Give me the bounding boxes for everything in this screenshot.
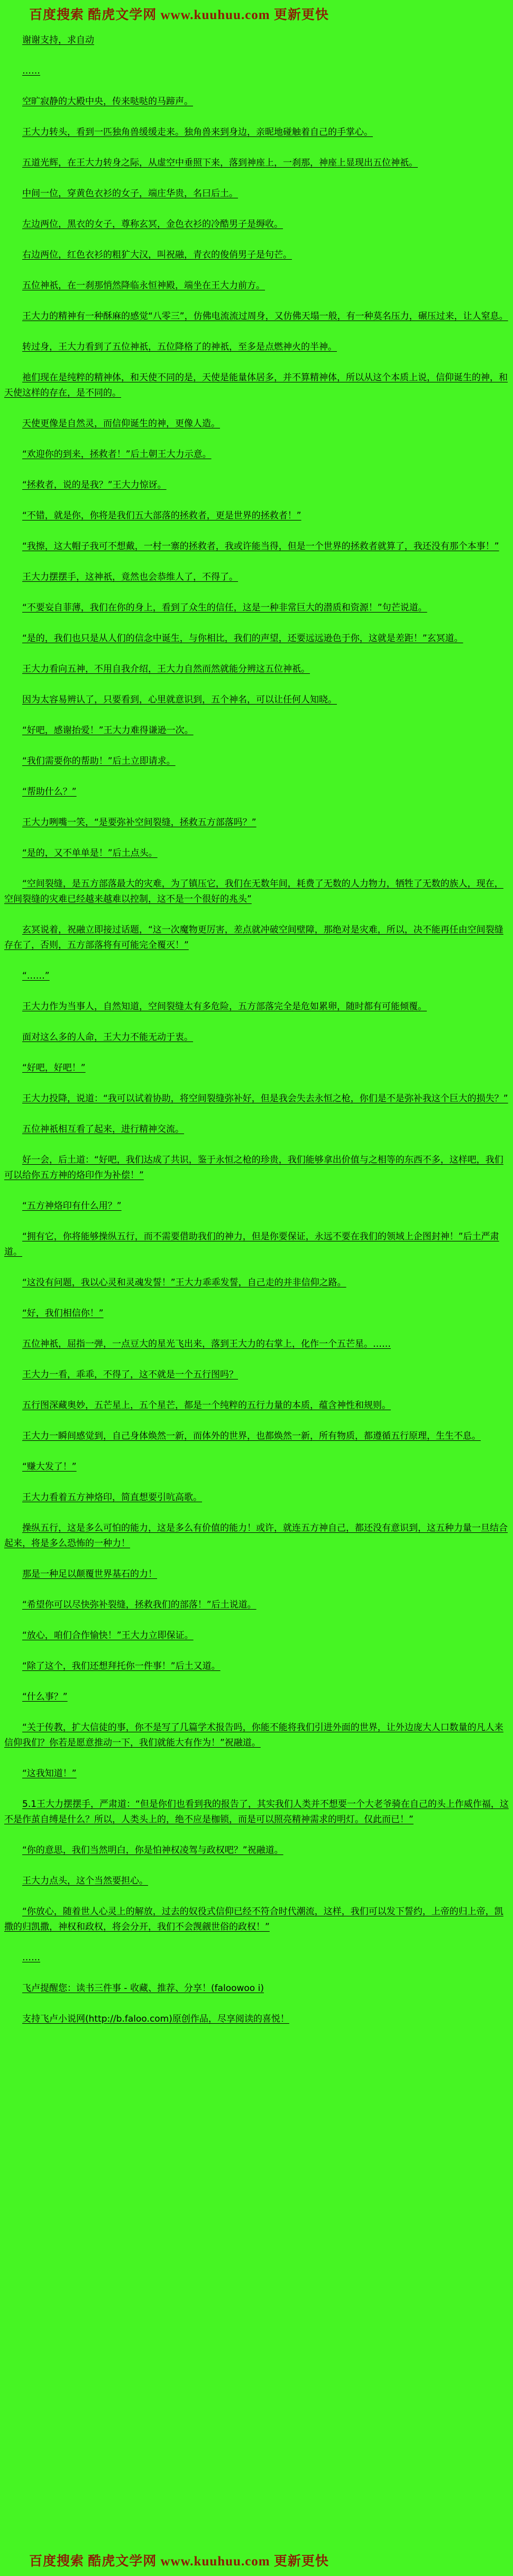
paragraph: “这我知道！” [22, 1768, 77, 1779]
paragraph: “空间裂缝，是五方部落最大的灾难，为了镇压它，我们在无数年间，耗费了无数的人力物力，牺牲了无数的族人，现在，空间裂缝的灾难已经越来越难以控制，这不是一个很好的兆头” [4, 879, 503, 905]
paragraph: 谢谢支持，求自动 [22, 35, 94, 45]
novel-text [0, 24, 513, 2042]
paragraph: 操纵五行，这是多么可怕的能力，这是多么有价值的能力！或许，就连五方神自己，都还没有意识到，这五种力量一旦结合起来，将是多么恐怖的一种力！ [4, 1523, 508, 1549]
paragraph: “帮助什么？” [22, 787, 77, 797]
paragraph: “好，我们相信你！” [22, 1308, 104, 1319]
paragraph: “赚大发了！” [22, 1461, 77, 1472]
paragraph: 五道光辉，在王大力转身之际，从虚空中垂照下来，落到神座上，一刹那，神座上显现出五位神祇。 [22, 158, 418, 168]
paragraph: “是的，又不单单是！”后土点头。 [22, 848, 158, 858]
paragraph: 王大力的精神有一种酥麻的感觉“八零三”，仿佛电流流过周身，又仿佛天塌一般，有一种莫名压力，碾压过来，让人窒息。 [22, 311, 508, 322]
paragraph: 5.1王大力摆摆手，严肃道：“但是你们也看到我的报告了，其实我们人类并不想要一个大老爷骑在自己的头上作威作福，这不是作茧自缚是什么？所以，人类头上的，绝不应是枷锁，而是可以照亮精神需求的明灯。仅此而已！” [4, 1799, 509, 1825]
paragraph: “好吧，好吧！” [22, 1063, 86, 1073]
paragraph: 五行图深藏奥妙，五芒星上，五个星芒，都是一个纯粹的五行力量的本质，蕴含神性和规则。 [22, 1400, 391, 1411]
paragraph: “关于传教，扩大信徒的事，你不是写了几篇学术报告吗，你能不能将我们引进外面的世界，让外边庞大人口数量的凡人来信仰我们？你若是愿意推动一下，我们就能大有作为！”祝融道。 [4, 1722, 503, 1748]
paragraph: 王大力看着五方神烙印，简直想要引吭高歌。 [22, 1492, 202, 1503]
paragraph: 五位神祇，屈指一弹，一点豆大的星光飞出来，落到王大力的右掌上，化作一个五芒星。…… [22, 1339, 391, 1349]
paragraph: 王大力转头，看到一匹独角兽缓缓走来。独角兽来到身边，亲昵地碰触着自己的手掌心。 [22, 127, 373, 138]
paragraph: “我们需要你的帮助！”后土立即请求。 [22, 756, 176, 766]
paragraph: “你放心，随着世人心灵上的解放，过去的奴役式信仰已经不符合时代潮流，这样，我们可以发下誓约，上帝的归上帝，凯撒的归凯撒，神权和政权，将会分开，我们不会觊觎世俗的政权！” [4, 1906, 503, 1932]
paragraph: 王大力摆摆手，这神祇，竟然也会恭维人了，不得了。 [22, 572, 238, 582]
paragraph: 面对这么多的人命，王大力不能无动于衷。 [22, 1032, 193, 1043]
paragraph: …… [22, 1952, 40, 1963]
paragraph: 支持飞卢小说网(http://b.faloo.com)原创作品，尽享阅读的喜悦！ [22, 2014, 289, 2024]
paragraph: 飞卢提醒您：读书三件事 - 收藏、推荐、分享！(faloowoo i) [22, 1983, 264, 1994]
paragraph: “什么事？” [22, 1692, 68, 1702]
paragraph: 王大力投降，说道：“我可以试着协助，将空间裂缝弥补好，但是我会失去永恒之枪，你们是不是弥补我这个巨大的损失？” [22, 1093, 508, 1104]
paragraph: …… [22, 66, 40, 76]
paragraph: 祂们现在是纯粹的精神体，和天使不同的是，天使是能量体居多，并不算精神体，所以从这个本质上说，信仰诞生的神，和天使这样的存在，是不同的。 [4, 372, 508, 398]
paragraph: 空旷寂静的大殿中央，传来哒哒的马蹄声。 [22, 96, 193, 107]
watermark-banner-top: 百度搜索 酷虎文学网 www.kuuhuu.com 更新更快 [29, 8, 329, 22]
paragraph: 转过身，王大力看到了五位神祇，五位降格了的神祇，至多是点燃神火的半神。 [22, 342, 337, 352]
paragraph: “……” [22, 971, 50, 981]
paragraph: “是的，我们也只是从人们的信念中诞生，与你相比，我们的声望，还要远远逊色于你，这就是差距！”玄冥道。 [22, 633, 463, 644]
paragraph: 王大力一瞬间感觉到，自己身体焕然一新，而体外的世界，也都焕然一新，所有物质，都遵循五行原理，生生不息。 [22, 1431, 481, 1441]
paragraph: “除了这个，我们还想拜托你一件事！”后土又道。 [22, 1661, 221, 1671]
paragraph: “拥有它，你将能够操纵五行，而不需要借助我们的神力，但是你要保证，永远不要在我们的领域上企图封神！”后土严肃道。 [4, 1231, 499, 1257]
paragraph: 天使更像是自然灵，而信仰诞生的神，更像人造。 [22, 418, 220, 429]
paragraph: “拯救者，说的是我？”王大力惊讶。 [22, 480, 167, 490]
paragraph: 右边两位，红色衣衫的粗犷大汉，叫祝融，青衣的俊俏男子是句芒。 [22, 250, 292, 260]
paragraph: “不错，就是你，你将是我们五大部落的拯救者，更是世界的拯救者！” [22, 510, 301, 521]
paragraph: 因为太容易辨认了，只要看到，心里就意识到，五个神名，可以让任何人知晓。 [22, 695, 337, 705]
paragraph: 王大力看向五神，不用自我介绍，王大力自然而然就能分辨这五位神祇。 [22, 664, 310, 674]
paragraph: “不要妄自菲薄，我们在你的身上，看到了众生的信任，这是一种非常巨大的潜质和资源！”句芒说道。 [22, 602, 427, 613]
paragraph: 王大力作为当事人，自然知道，空间裂缝太有多危险，五方部落完全是危如累卵，随时都有可能倾覆。 [22, 1001, 427, 1012]
watermark-banner-bottom: 百度搜索 酷虎文学网 www.kuuhuu.com 更新更快 [29, 2554, 329, 2569]
paragraph: “放心，咱们合作愉快！”王大力立即保证。 [22, 1630, 194, 1641]
paragraph: 中间一位，穿黄色衣衫的女子，端庄华贵，名曰后土。 [22, 188, 238, 199]
paragraph: “五方神烙印有什么用？” [22, 1201, 122, 1211]
paragraph: 玄冥说着，祝融立即接过话题，“这一次魔物更厉害，差点就冲破空间壁障，那绝对是灾难，所以，决不能再任由空间裂缝存在了，否则，五方部落将有可能完全覆灭！” [4, 925, 503, 951]
paragraph: 那是一种足以颠覆世界基石的力！ [22, 1569, 157, 1579]
paragraph: “我擦，这大帽子我可不想戴，一村一寨的拯救者，我或许能当得，但是一个世界的拯救者就算了，我还没有那个本事！” [22, 541, 499, 552]
paragraph: 好一会，后土道：“好吧，我们达成了共识，鉴于永恒之枪的珍贵，我们能够拿出价值与之相等的东西不多，这样吧，我们可以给你五方神的烙印作为补偿！” [4, 1155, 503, 1181]
paragraph: 王大力咧嘴一笑，“是要弥补空间裂缝，拯救五方部落吗？” [22, 817, 256, 828]
paragraph: “好吧，感谢抬爱！”王大力难得谦逊一次。 [22, 725, 194, 736]
paragraph: 五位神祇，在一刹那悄然降临永恒神殿，端坐在王大力前方。 [22, 280, 265, 291]
paragraph: “欢迎你的到来，拯救者！”后土朝王大力示意。 [22, 449, 212, 460]
paragraph: “这没有问题，我以心灵和灵魂发誓！”王大力乖乖发誓，自己走的并非信仰之路。 [22, 1277, 346, 1288]
paragraph: 左边两位，黑衣的女子，尊称玄冥，金色衣衫的冷酷男子是缛收。 [22, 219, 283, 230]
paragraph: 王大力一看，乖乖，不得了，这不就是一个五行图吗？ [22, 1369, 238, 1380]
paragraph: 五位神祇相互看了起来，进行精神交流。 [22, 1124, 184, 1135]
paragraph: “你的意思，我们当然明白，你是怕神权凌驾与政权吧？”祝融道。 [22, 1845, 283, 1856]
paragraph: 王大力点头，这个当然要担心。 [22, 1876, 148, 1886]
paragraph: “希望你可以尽快弥补裂缝，拯救我们的部落！”后土说道。 [22, 1600, 256, 1610]
